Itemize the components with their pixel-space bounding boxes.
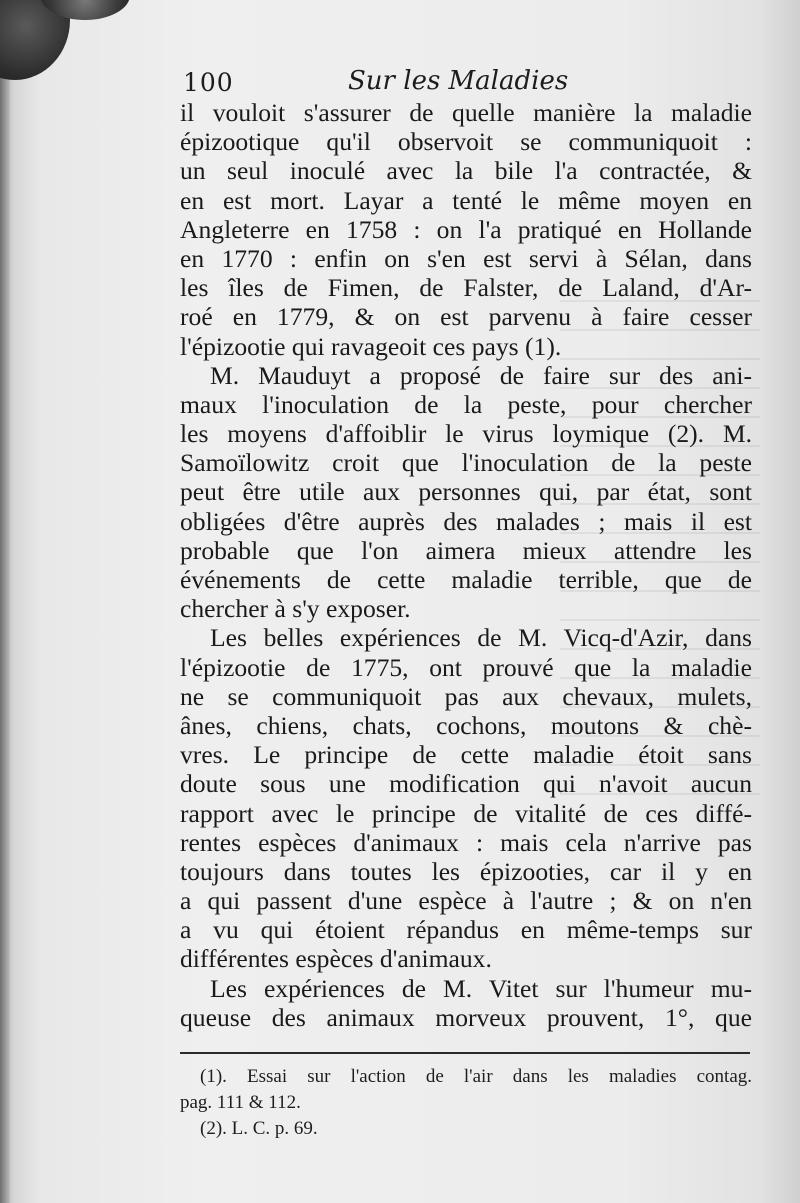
text-line: il vouloit s'assurer de quelle manière la maladie: [180, 98, 752, 127]
footnotes: [180, 1064, 752, 1142]
text-line: chercher à s'y exposer.: [180, 594, 411, 624]
text-line: obligées d'être auprès des malades ; mais il est: [180, 506, 752, 536]
text-line: roé en 1779, & on est parvenu à faire cesser: [180, 302, 752, 332]
running-title: Sur les Maladies: [348, 66, 569, 96]
text-line: en 1770 : enfin on s'en est servi à Sélan, dans: [180, 243, 752, 273]
text-line: un seul inoculé avec la bile l'a contractée, &: [180, 156, 752, 186]
text-line: queuse des animaux morveux prouvent, 1°, que: [180, 1002, 752, 1032]
text-line: vres. Le principe de cette maladie étoit sans: [180, 740, 752, 770]
text-line: probable que l'on aimera mieux attendre les: [180, 535, 752, 565]
text-line: différentes espèces d'animaux.: [180, 944, 492, 974]
text-line: Angleterre en 1758 : on l'a pratiqué en Hollande: [180, 214, 752, 244]
text-line: Samoïlowitz croit que l'inoculation de la peste: [180, 448, 752, 478]
text-line: les moyens d'affoiblir le virus loymique (2). M.: [180, 419, 752, 449]
text-line: Les belles expériences de M. Vicq-d'Azir, dans: [210, 623, 752, 653]
text-line: doute sous une modification qui n'avoit aucun: [180, 769, 752, 799]
text-line: les îles de Fimen, de Falster, de Laland, d'Ar-: [180, 273, 752, 303]
footnote-2: (2). L. C. p. 69.: [200, 1118, 318, 1139]
page-header: [183, 64, 753, 100]
page-gutter-shadow: [0, 60, 10, 1203]
footnote-1-continuation: pag. 111 & 112.: [180, 1092, 301, 1113]
text-line: l'épizootie de 1775, ont prouvé que la maladie: [180, 652, 752, 682]
text-line: peut être utile aux personnes qui, par état, sont: [180, 477, 752, 507]
text-line: toujours dans toutes les épizooties, car il y en: [180, 856, 752, 886]
text-line: a qui passent d'une espèce à l'autre ; & on n'en: [180, 886, 752, 916]
text-line: Les expériences de M. Vitet sur l'humeur mu-: [210, 973, 752, 1003]
footnote-1: (1). Essai sur l'action de l'air dans les maladies contag.: [200, 1066, 752, 1087]
text-line: maux l'inoculation de la peste, pour chercher: [180, 389, 752, 419]
body-text: [180, 98, 752, 1032]
text-line: M. Mauduyt a proposé de faire sur des ani-: [210, 360, 752, 390]
text-line: a vu qui étoient répandus en même-temps sur: [180, 915, 752, 945]
text-line: en est mort. Layar a tenté le même moyen en: [180, 185, 752, 215]
text-line: ânes, chiens, chats, cochons, moutons & chè-: [180, 710, 752, 740]
text-line: rapport avec le principe de vitalité de ces diffé-: [180, 798, 752, 828]
text-line: événements de cette maladie terrible, que de: [180, 565, 752, 594]
page-number: 100: [183, 68, 234, 97]
text-line: ne se communiquoit pas aux chevaux, mulets,: [180, 681, 752, 711]
text-line: épizootique qu'il observoit se communiquoit :: [180, 127, 752, 157]
text-line: rentes espèces d'animaux : mais cela n'arrive pas: [180, 827, 752, 857]
text-line: l'épizootie qui ravageoit ces pays (1).: [180, 331, 562, 361]
footnote-divider: [180, 1052, 750, 1054]
